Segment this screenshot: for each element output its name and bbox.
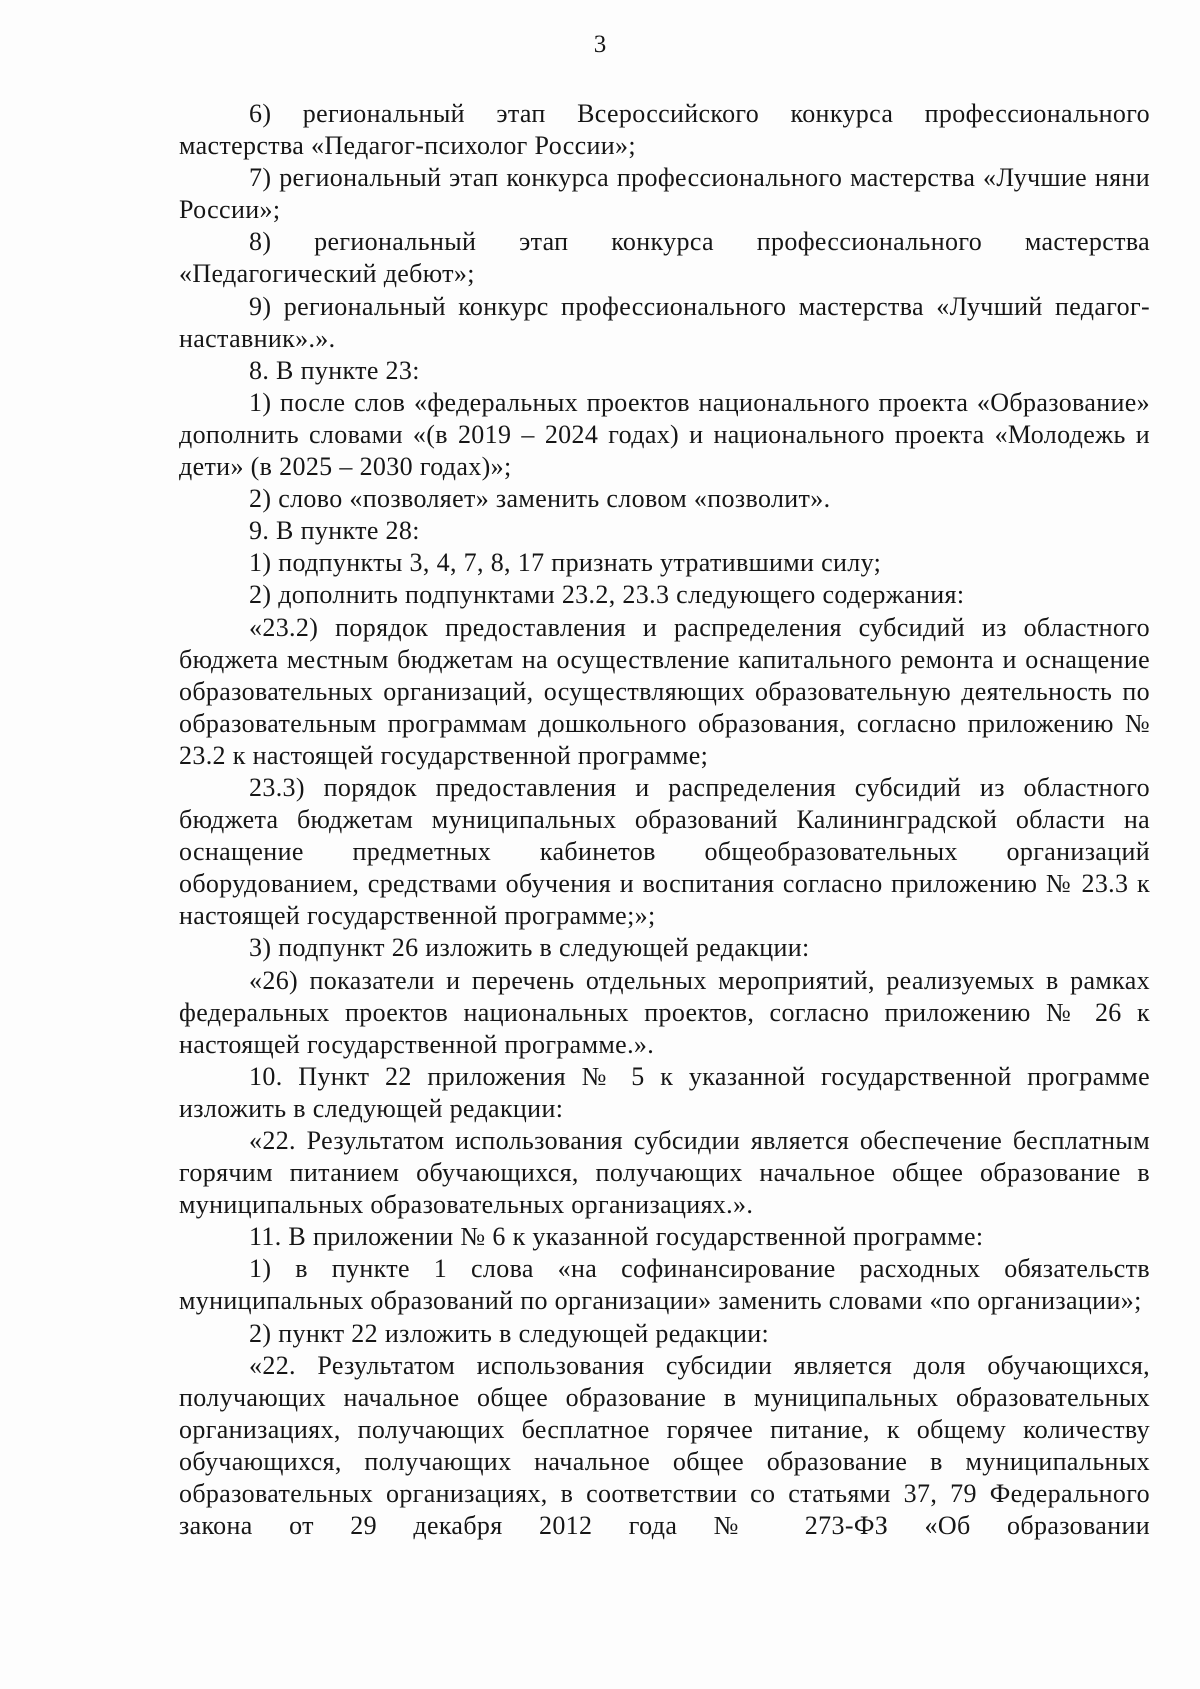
paragraph: 8. В пункте 23: bbox=[249, 355, 420, 385]
paragraph: 10. Пункт 22 приложения № 5 к указанной государственной программе изложить в следующей редакции: bbox=[179, 1061, 1150, 1123]
paragraph: 23.3) порядок предоставления и распределения субсидий из областного бюджета бюджетам муниципальных образований Калининградской области на оснащение предметных кабинетов общеобразовательных организаций оборудованием, средствами обучения и воспитания согласно приложению № 23.3 к настоящей государственной программе;»; bbox=[179, 772, 1150, 931]
paragraph: 11. В приложении № 6 к указанной государственной программе: bbox=[249, 1222, 984, 1252]
page-number: 3 bbox=[593, 31, 607, 58]
paragraph: 1) в пункте 1 слова «на софинансирование расходных обязательств муниципальных образований по организации» заменить словами «по организации»; bbox=[179, 1254, 1150, 1316]
paragraph: 7) региональный этап конкурса профессионального мастерства «Лучшие няни России»; bbox=[179, 163, 1150, 225]
paragraph: 8) региональный этап конкурса профессионального мастерства «Педагогический дебют»; bbox=[179, 227, 1150, 289]
paragraph: 2) дополнить подпунктами 23.2, 23.3 следующего содержания: bbox=[249, 580, 965, 610]
paragraph: 1) после слов «федеральных проектов национального проекта «Образование» дополнить словами «(в 2019 – 2024 годах) и национального проекта «Молодежь и дети» (в 2025 – 2030 годах)»; bbox=[179, 387, 1150, 482]
document-body bbox=[179, 98, 1150, 1542]
paragraph: «23.2) порядок предоставления и распределения субсидий из областного бюджета местным бюджетам на осуществление капитального ремонта и оснащение образовательных организаций, осуществляющих образовательную деятельность по образовательным программам дошкольного образования, согласно приложению № 23.2 к настоящей государственной программе; bbox=[179, 612, 1150, 770]
paragraph: 2) слово «позволяет» заменить словом «позволит». bbox=[249, 484, 831, 514]
paragraph: «22. Результатом использования субсидии является обеспечение бесплатным горячим питанием обучающихся, получающих начальное общее образование в муниципальных образовательных организациях.». bbox=[179, 1126, 1150, 1220]
paragraph: 1) подпункты 3, 4, 7, 8, 17 признать утратившими силу; bbox=[249, 548, 882, 578]
paragraph: 2) пункт 22 изложить в следующей редакции: bbox=[249, 1318, 770, 1348]
paragraph: 3) подпункт 26 изложить в следующей редакции: bbox=[249, 933, 810, 963]
paragraph: 9. В пункте 28: bbox=[249, 516, 420, 546]
paragraph: «26) показатели и перечень отдельных мероприятий, реализуемых в рамках федеральных проектов национальных проектов, согласно приложению № 26 к настоящей государственной программе.». bbox=[179, 965, 1150, 1059]
paragraph: 9) региональный конкурс профессионального мастерства «Лучший педагог-наставник».». bbox=[179, 291, 1150, 353]
paragraph: «22. Результатом использования субсидии является доля обучающихся, получающих начальное общее образование в муниципальных образовательных организациях, получающих бесплатное горячее питание, к общему количеству обучающихся, получающих начальное общее образование в муниципальных образовательных организациях, в соответствии со статьями 37, 79 Федерального закона от 29 декабря 2012 года № 273-ФЗ «Об образовании bbox=[179, 1350, 1150, 1541]
paragraph: 6) региональный этап Всероссийского конкурса профессионального мастерства «Педагог-психолог России»; bbox=[179, 99, 1150, 161]
